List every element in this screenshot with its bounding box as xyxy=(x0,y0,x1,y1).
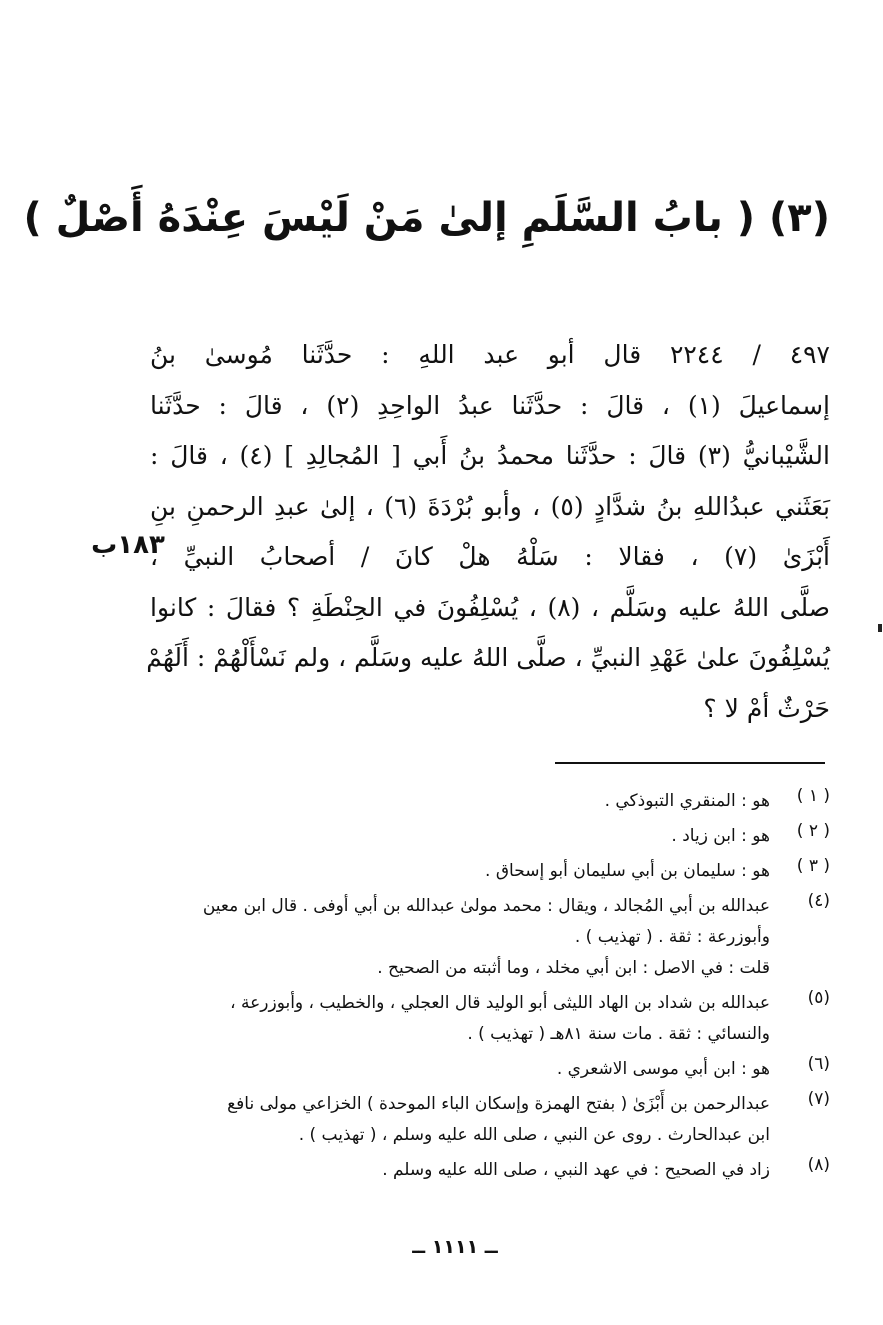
footnote-number: (٨) xyxy=(807,1155,830,1175)
body-line: بَعَثَني عبدُاللهِ بنُ شدَّادٍ (٥) ، وأبو بُرْدَةَ (٦) ، إلىٰ عبدِ الرحمنِ بنِ xyxy=(150,491,830,521)
footnote-text: عبدالله بن أبي المُجالد ، ويقال : محمد مولىٰ عبدالله بن أبي أوفى . قال ابن معين xyxy=(202,896,770,916)
footnote-item xyxy=(160,856,830,887)
footnote-text: وأبوزرعة : ثقة . ( تهذيب ) . xyxy=(574,927,770,947)
footnote-text: ابن عبدالحارث . روى عن النبي ، صلى الله عليه وسلم ، ( تهذيب ) . xyxy=(298,1125,770,1145)
footnote-text: هو : ابن زياد . xyxy=(671,826,770,846)
footnote-number: ( ٣ ) xyxy=(796,856,830,876)
scan-edge-mark xyxy=(878,624,882,632)
footnote-text: هو : سليمان بن أبي سليمان أبو إسحاق . xyxy=(485,861,770,881)
footnote-text: عبدالرحمن بن أَبْزَىٰ ( بفتح الهمزة وإسكان الباء الموحدة ) الخزاعي مولى نافع xyxy=(227,1094,770,1114)
footnote-text: هو : ابن أبي موسى الاشعري . xyxy=(556,1059,770,1079)
footnote-item xyxy=(160,786,830,817)
footnotes xyxy=(160,786,830,1190)
footnote-item xyxy=(160,1054,830,1085)
manuscript-folio-note: ١٨٣ب xyxy=(91,530,165,560)
footnote-item xyxy=(160,1089,830,1151)
body-line: يُسْلِفُونَ علىٰ عَهْدِ النبيِّ ، صلَّى اللهُ عليه وسَلَّم ، ولم نَسْأَلْهُمْ : أَلَهُمْ xyxy=(146,643,830,672)
page-number: ــ ١١١١ ــ xyxy=(412,1236,498,1258)
body-line: الشَّيْبانيُّ (٣) قالَ : حدَّثَنا محمدُ بنُ أَبي [ المُجالِدِ ] (٤) ، قالَ : xyxy=(150,441,830,470)
footnote-number: (٤) xyxy=(807,891,830,911)
body-line: حَرْثٌ أمْ لا ؟ xyxy=(703,693,830,723)
chapter-heading: (٣) ( بابُ السَّلَمِ إلىٰ مَنْ لَيْسَ عِنْدَهُ أَصْلٌ ) xyxy=(23,195,830,241)
body-line: ٤٩٧ / ٢٢٤٤ قال أبو عبد اللهِ : حدَّثَنا مُوسىٰ بنُ xyxy=(150,340,830,369)
footnote-number: (٥) xyxy=(807,988,830,1008)
footnote-item xyxy=(160,988,830,1050)
footnote-number: (٦) xyxy=(807,1054,830,1074)
footnote-text: والنسائي : ثقة . مات سنة ٨١هـ ( تهذيب ) . xyxy=(467,1024,770,1044)
footnote-text: عبدالله بن شداد بن الهاد الليثى أبو الوليد قال العجلي ، والخطيب ، وأبوزرعة ، xyxy=(230,993,770,1013)
body-line: أَبْزَىٰ (٧) ، فقالا : سَلْهُ هلْ كانَ / أصحابُ النبيِّ ، xyxy=(150,542,830,571)
footnote-item xyxy=(160,1155,830,1186)
footnote-divider xyxy=(555,762,825,764)
footnote-item xyxy=(160,821,830,852)
footnote-number: ( ٢ ) xyxy=(796,821,830,841)
footnote-item xyxy=(160,891,830,984)
footnote-number: (٧) xyxy=(807,1089,830,1109)
footnote-text: زاد في الصحيح : في عهد النبي ، صلى الله عليه وسلم . xyxy=(382,1160,770,1180)
body-line: صلَّى اللهُ عليه وسَلَّم ، (٨) ، يُسْلِفُونَ في الحِنْطَةِ ؟ فقالَ : كانوا xyxy=(150,592,830,622)
body-line: إسماعيلَ (١) ، قالَ : حدَّثَنا عبدُ الواحِدِ (٢) ، قالَ : حدَّثَنا xyxy=(150,390,831,420)
footnote-text: قلت : في الاصل : ابن أبي مخلد ، وما أثبته من الصحيح . xyxy=(377,958,770,978)
hadith-body xyxy=(146,330,831,734)
footnote-number: ( ١ ) xyxy=(796,786,830,806)
footnote-text: هو : المنقري التبوذكي . xyxy=(604,791,770,811)
